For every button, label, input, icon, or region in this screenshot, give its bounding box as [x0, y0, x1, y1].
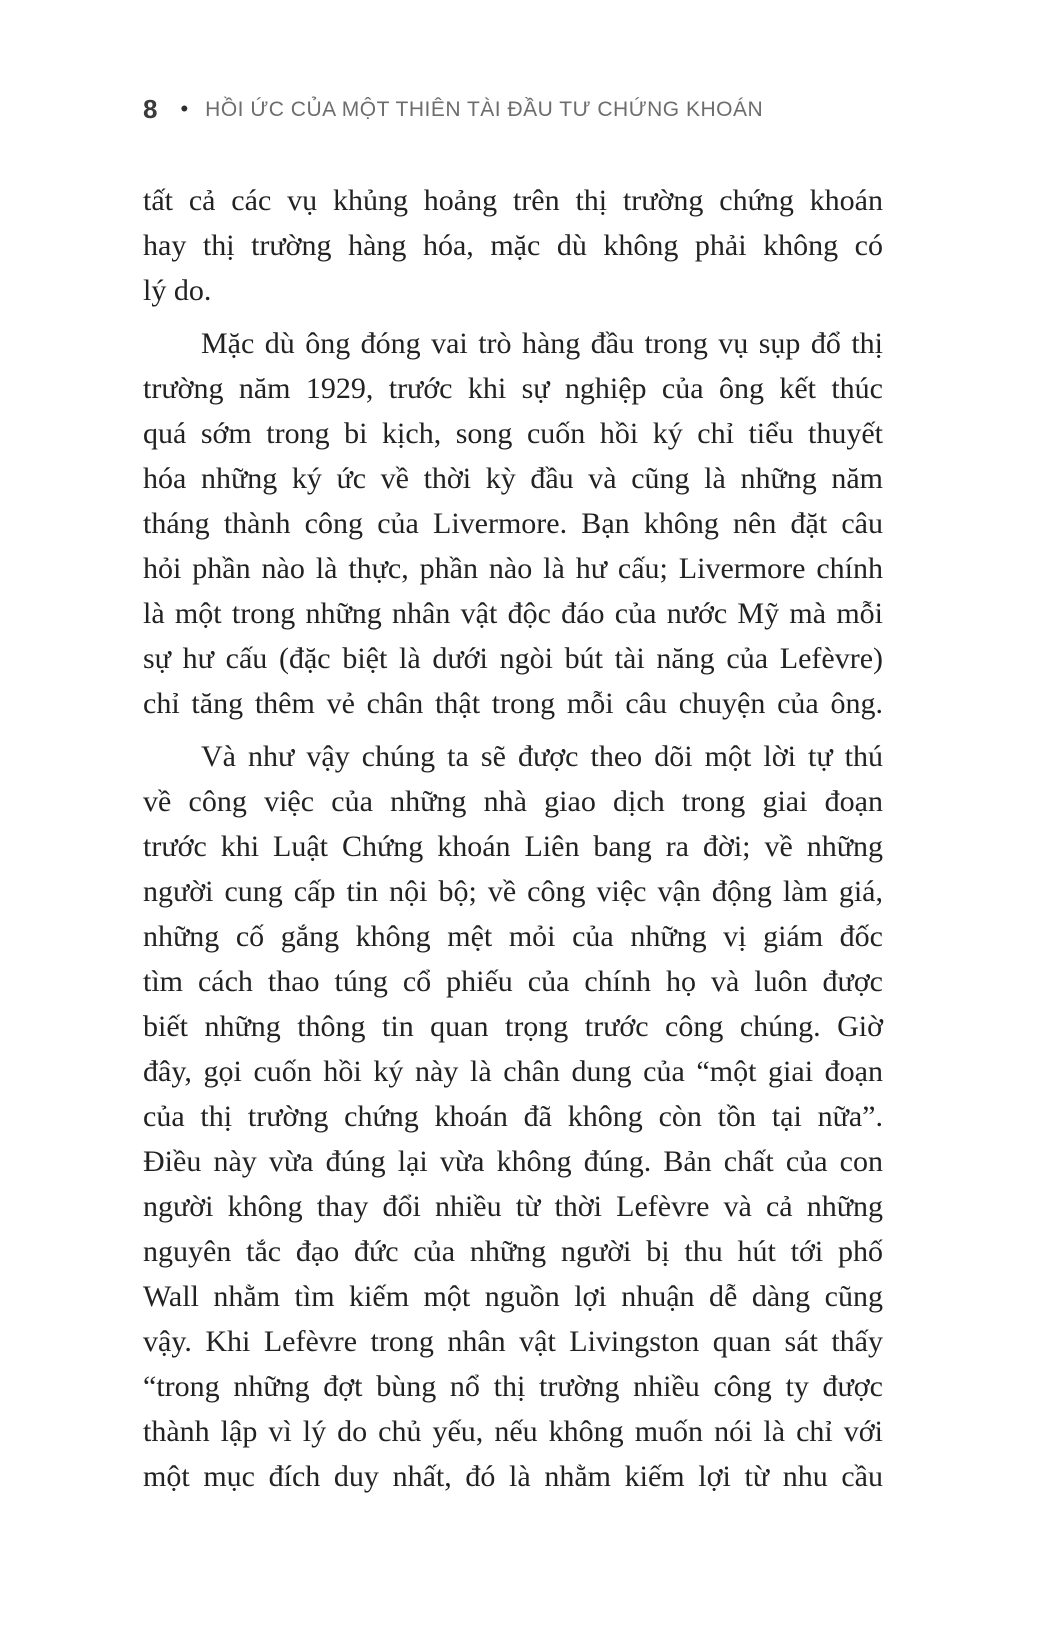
paragraph: [143, 321, 883, 726]
text-line: hay thị trường hàng hóa, mặc dù không phải không có: [143, 229, 883, 262]
page-number: 8: [143, 94, 158, 124]
text-line: lý do.: [143, 274, 212, 307]
running-title: HỒI ỨC CỦA MỘT THIÊN TÀI ĐẦU TƯ CHỨNG KHOÁN: [205, 97, 764, 121]
text-line: đây, gọi cuốn hồi ký này là chân dung của “một giai đoạn: [143, 1055, 883, 1088]
text-line: quá sớm trong bi kịch, song cuốn hồi ký chỉ tiểu thuyết: [143, 417, 883, 450]
text-line: tìm cách thao túng cổ phiếu của chính họ và luôn được: [143, 965, 883, 998]
text-line: hỏi phần nào là thực, phần nào là hư cấu; Livermore chính: [143, 552, 883, 585]
text-line: thành lập vì lý do chủ yếu, nếu không muốn nói là chỉ với: [143, 1415, 883, 1448]
text-line: trước khi Luật Chứng khoán Liên bang ra đời; về những: [143, 830, 883, 863]
text-line: những cố gắng không mệt mỏi của những vị giám đốc: [143, 920, 883, 953]
text-line: Điều này vừa đúng lại vừa không đúng. Bản chất của con: [143, 1145, 883, 1178]
text-line: nguyên tắc đạo đức của những người bị thu hút tới phố: [143, 1235, 883, 1268]
text-line: “trong những đợt bùng nổ thị trường nhiều công ty được: [143, 1370, 883, 1403]
text-line: về công việc của những nhà giao dịch trong giai đoạn: [143, 785, 883, 818]
paragraph: [143, 178, 883, 313]
text-line: hóa những ký ức về thời kỳ đầu và cũng là những năm: [143, 462, 883, 495]
text-line: Mặc dù ông đóng vai trò hàng đầu trong vụ sụp đổ thị: [201, 327, 883, 360]
text-line: của thị trường chứng khoán đã không còn tồn tại nữa”.: [143, 1100, 883, 1133]
text-line: tất cả các vụ khủng hoảng trên thị trường chứng khoán: [143, 184, 883, 217]
text-line: Và như vậy chúng ta sẽ được theo dõi một lời tự thú: [201, 740, 883, 773]
paragraph: [143, 734, 883, 1499]
text-line: là một trong những nhân vật độc đáo của nước Mỹ mà mỗi: [143, 597, 883, 630]
text-line: Wall nhằm tìm kiếm một nguồn lợi nhuận dễ dàng cũng: [143, 1280, 883, 1313]
page-body: [143, 178, 883, 1499]
text-line: một mục đích duy nhất, đó là nhằm kiếm lợi từ nhu cầu: [143, 1460, 883, 1493]
text-line: người cung cấp tin nội bộ; về công việc vận động làm giá,: [143, 875, 883, 908]
text-line: sự hư cấu (đặc biệt là dưới ngòi bút tài năng của Lefèvre): [143, 642, 883, 675]
bullet-separator-icon: •: [180, 96, 189, 121]
text-line: vậy. Khi Lefèvre trong nhân vật Livingston quan sát thấy: [143, 1325, 883, 1358]
text-line: tháng thành công của Livermore. Bạn không nên đặt câu: [143, 507, 883, 540]
page-header: [143, 96, 763, 122]
text-line: biết những thông tin quan trọng trước công chúng. Giờ: [143, 1010, 883, 1043]
text-line: người không thay đổi nhiều từ thời Lefèvre và cả những: [143, 1190, 883, 1223]
text-line: trường năm 1929, trước khi sự nghiệp của ông kết thúc: [143, 372, 883, 405]
text-line: chỉ tăng thêm vẻ chân thật trong mỗi câu chuyện của ông.: [143, 687, 883, 720]
